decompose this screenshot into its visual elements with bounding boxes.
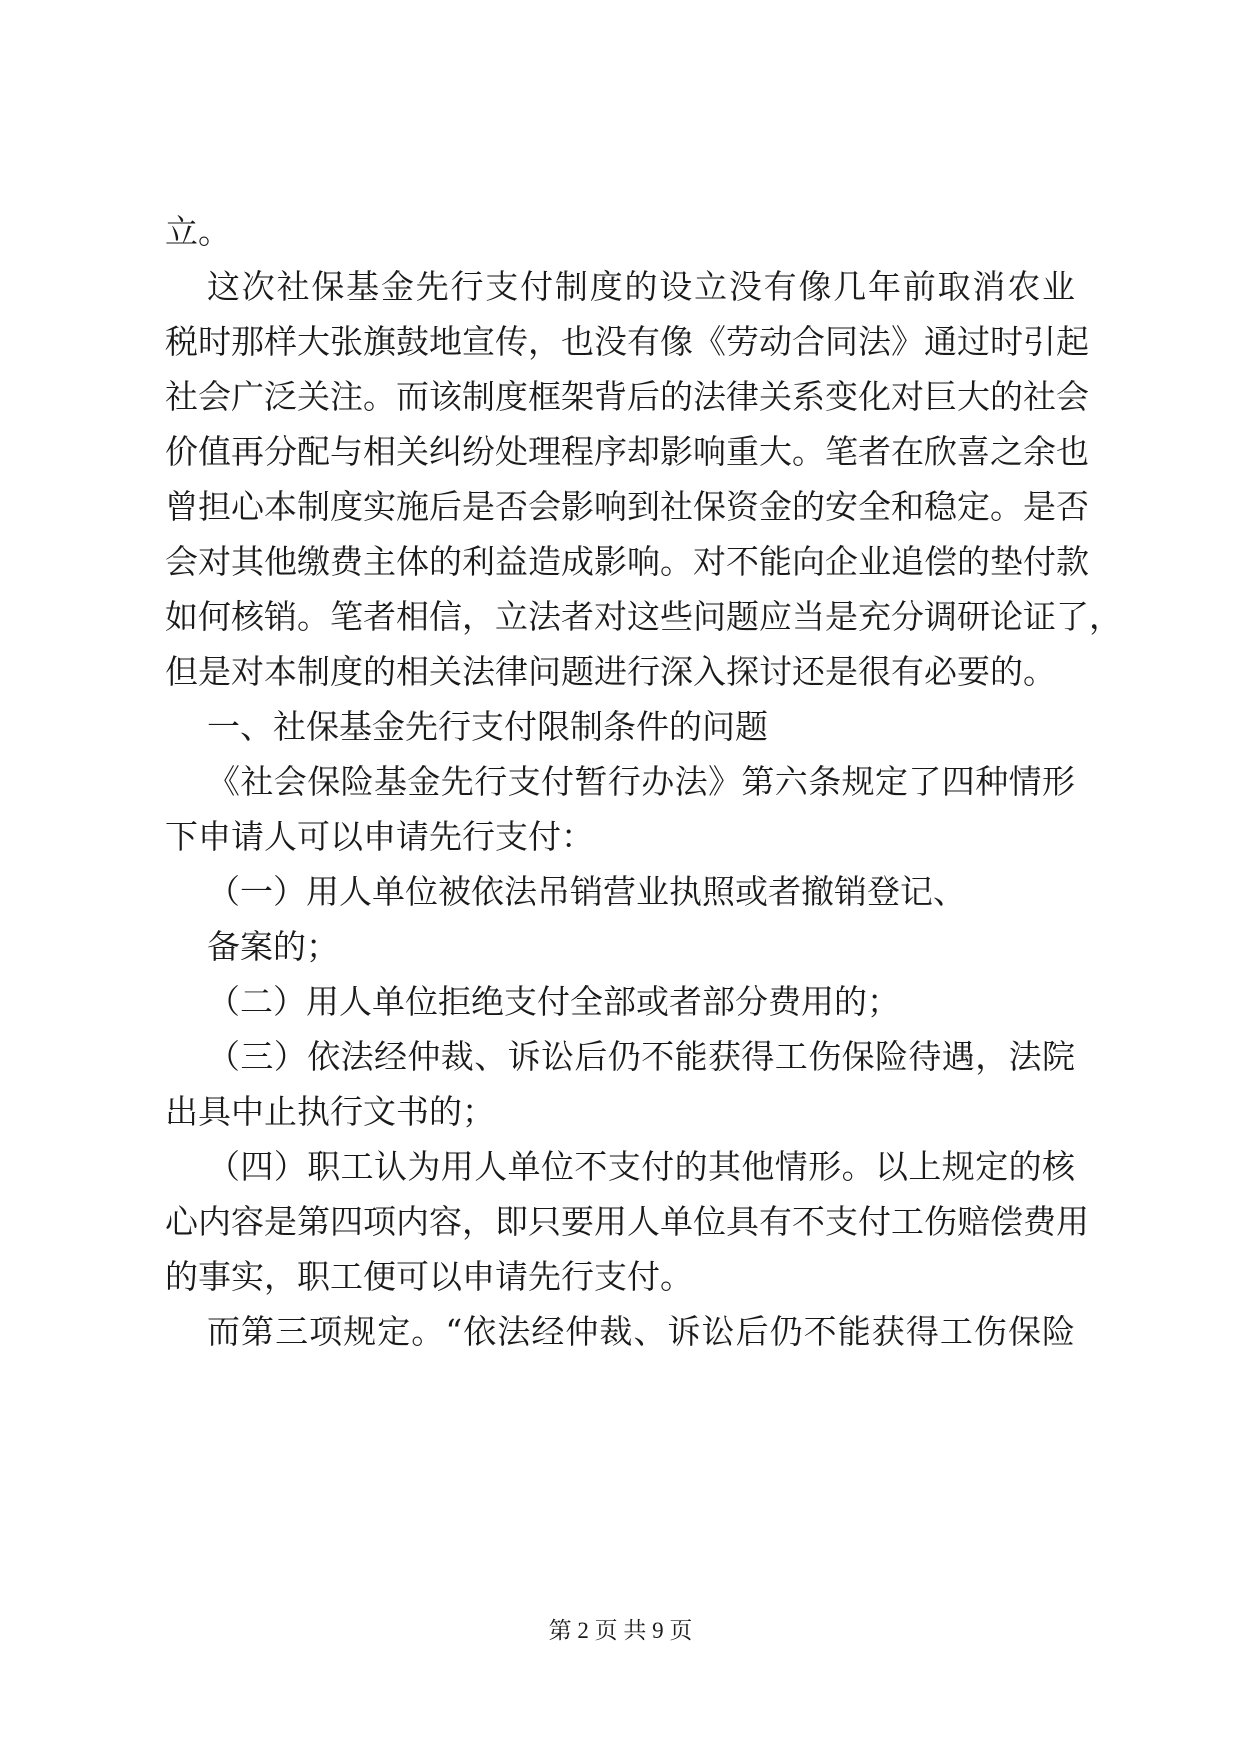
- paragraph-line: 而第三项规定。“依法经仲裁、诉讼后仍不能获得工伤保险: [207, 1312, 1075, 1351]
- paragraph-line: 曾担心本制度实施后是否会影响到社保资金的安全和稳定。是否: [165, 487, 1089, 526]
- paragraph-line: 但是对本制度的相关法律问题进行深入探讨还是很有必要的。: [165, 652, 1056, 691]
- page-footer: [0, 1616, 1241, 1646]
- page-number-label: 第 2 页 共 9 页: [548, 1618, 693, 1643]
- list-item: （三）依法经仲裁、诉讼后仍不能获得工伤保险待遇，法院: [207, 1037, 1075, 1076]
- list-item: （二）用人单位拒绝支付全部或者部分费用的；: [207, 982, 900, 1021]
- paragraph-line: 《社会保险基金先行支付暂行办法》第六条规定了四种情形: [207, 762, 1075, 801]
- paragraph-line: 社会广泛关注。而该制度框架背后的法律关系变化对巨大的社会: [165, 377, 1089, 416]
- list-item-continuation: 的事实，职工便可以申请先行支付。: [165, 1257, 693, 1296]
- paragraph-line: 立。: [165, 212, 231, 251]
- list-item: （一）用人单位被依法吊销营业执照或者撤销登记、: [207, 872, 966, 911]
- list-item-continuation: 出具中止执行文书的；: [165, 1092, 495, 1131]
- paragraph-line: 下申请人可以申请先行支付：: [165, 817, 594, 856]
- list-item-continuation: 心内容是第四项内容，即只要用人单位具有不支付工伤赔偿费用: [165, 1202, 1089, 1241]
- paragraph-line: 如何核销。笔者相信，立法者对这些问题应当是充分调研论证了，: [165, 597, 1122, 636]
- list-item: （四）职工认为用人单位不支付的其他情形。以上规定的核: [207, 1147, 1075, 1186]
- paragraph-line: 价值再分配与相关纠纷处理程序却影响重大。笔者在欣喜之余也: [165, 432, 1089, 471]
- list-item-continuation: 备案的；: [207, 927, 339, 966]
- section-heading: 一、社保基金先行支付限制条件的问题: [207, 707, 768, 746]
- paragraph-line: 税时那样大张旗鼓地宣传，也没有像《劳动合同法》通过时引起: [165, 322, 1089, 361]
- paragraph-line: 会对其他缴费主体的利益造成影响。对不能向企业追偿的垫付款: [165, 542, 1089, 581]
- paragraph-line: 这次社保基金先行支付制度的设立没有像几年前取消农业: [207, 267, 1075, 306]
